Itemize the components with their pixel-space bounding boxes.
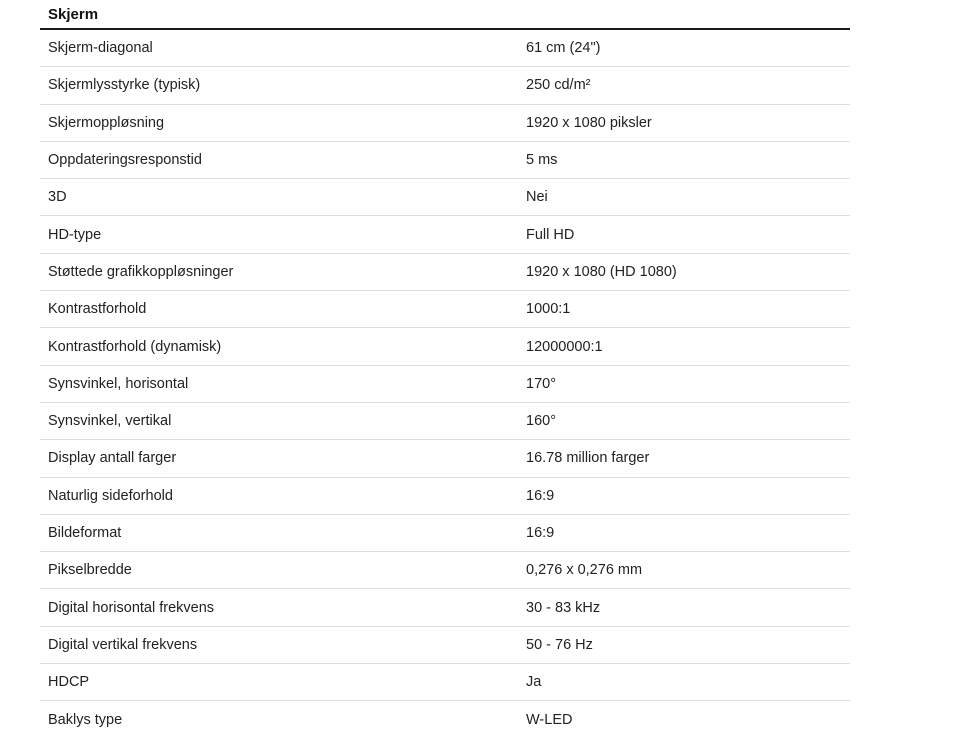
table-row [40,664,850,701]
spec-label: Skjerm-diagonal [48,40,153,57]
spec-label: Kontrastforhold (dynamisk) [48,338,222,355]
spec-label: Display antall farger [48,450,177,467]
spec-value: 1920 x 1080 piksler [526,114,652,131]
table-row [40,254,850,291]
table-row [40,552,850,589]
spec-label: Skjermlysstyrke (typisk) [48,77,201,94]
spec-value: Full HD [526,226,575,243]
table-row [40,216,850,253]
spec-value: W-LED [526,711,573,728]
table-row [40,179,850,216]
section-title: Skjerm [40,0,850,30]
table-row [40,291,850,328]
table-row [40,403,850,440]
spec-value: 16:9 [526,525,555,541]
table-row [40,328,850,365]
table-row [40,589,850,626]
spec-label: Støttede grafikkoppløsninger [48,263,234,280]
spec-rows [40,30,850,739]
spec-label: Synsvinkel, vertikal [48,413,172,430]
spec-value: 5 ms [526,152,558,169]
spec-label: Synsvinkel, horisontal [48,375,189,392]
spec-value: 16.78 million farger [526,450,650,467]
table-row [40,30,850,67]
spec-value: 0,276 x 0,276 mm [526,562,643,579]
table-row [40,440,850,477]
spec-label: Oppdateringsresponstid [48,152,202,169]
table-row [40,366,850,403]
spec-value: Nei [526,189,548,206]
spec-value: 30 - 83 kHz [526,599,601,616]
spec-value: 170° [526,375,556,392]
table-row [40,515,850,552]
spec-value: 250 cd/m² [526,77,591,94]
spec-value: 61 cm (24") [526,40,601,57]
spec-value: Ja [526,674,542,691]
spec-label: Skjermoppløsning [48,114,165,131]
table-row [40,478,850,515]
spec-value: 160° [526,413,556,430]
spec-table [40,0,850,739]
table-row [40,627,850,664]
spec-label: Pikselbredde [48,562,132,579]
table-row [40,67,850,104]
spec-label: Baklys type [48,711,123,728]
spec-value: 50 - 76 Hz [526,636,593,653]
spec-label: Kontrastforhold [48,301,147,318]
spec-label: Naturlig sideforhold [48,487,173,504]
table-row [40,142,850,179]
spec-label: HD-type [48,226,102,243]
spec-label: 3D [48,189,67,206]
spec-label: Digital vertikal frekvens [48,636,198,653]
spec-value: 1920 x 1080 (HD 1080) [526,263,677,280]
spec-value: 1000:1 [526,301,571,318]
spec-value: 12000000:1 [526,338,603,355]
spec-label: HDCP [48,674,90,691]
spec-value: 16:9 [526,487,555,504]
table-row [40,701,850,738]
table-row [40,105,850,142]
spec-label: Bildeformat [48,525,122,541]
spec-label: Digital horisontal frekvens [48,599,215,616]
